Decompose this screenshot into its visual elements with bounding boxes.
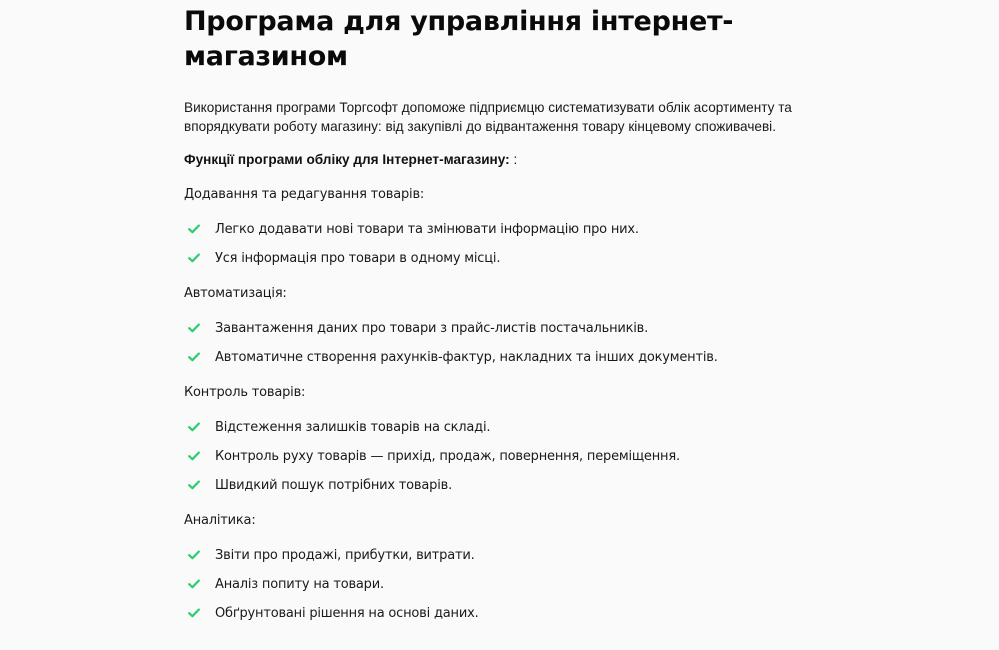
check-icon (188, 323, 200, 333)
section-label: Аналітика: (184, 513, 256, 528)
section-adding-editing (184, 185, 824, 268)
list-item (184, 319, 824, 338)
check-icon (188, 224, 200, 234)
list-item-text: Звіти про продажі, прибутки, витрати. (215, 548, 475, 563)
list-item (184, 220, 824, 239)
list-item-text: Автоматичне створення рахунків-фактур, накладних та інших документів. (215, 350, 718, 365)
feature-list (184, 319, 824, 367)
check-icon (188, 352, 200, 362)
list-item-text: Обґрунтовані рішення на основі даних. (215, 606, 479, 621)
check-icon (188, 579, 200, 589)
list-item (184, 418, 824, 437)
list-item-text: Легко додавати нові товари та змінювати інформацію про них. (215, 222, 639, 237)
check-icon (188, 480, 200, 490)
check-icon (188, 608, 200, 618)
check-icon (188, 422, 200, 432)
section-automation (184, 284, 824, 367)
functions-heading-suffix: : (509, 152, 518, 167)
list-item-text: Аналіз попиту на товари. (215, 577, 384, 592)
article-content (184, 0, 824, 623)
feature-list (184, 418, 824, 495)
list-item (184, 575, 824, 594)
feature-list (184, 546, 824, 623)
list-item (184, 546, 824, 565)
check-icon (188, 451, 200, 461)
list-item (184, 604, 824, 623)
check-icon (188, 253, 200, 263)
list-item-text: Уся інформація про товари в одному місці. (215, 251, 501, 266)
list-item-text: Контроль руху товарів — прихід, продаж, повернення, переміщення. (215, 449, 680, 464)
functions-heading (184, 150, 824, 169)
check-icon (188, 550, 200, 560)
page-title: Програма для управління інтернет-магазином (184, 6, 734, 72)
list-item (184, 476, 824, 495)
list-item-text: Відстеження залишків товарів на складі. (215, 420, 491, 435)
section-label: Додавання та редагування товарів: (184, 187, 425, 202)
feature-list (184, 220, 824, 268)
list-item (184, 348, 824, 367)
section-analytics (184, 511, 824, 623)
section-inventory-control (184, 383, 824, 495)
section-label: Автоматизація: (184, 286, 287, 301)
list-item-text: Завантаження даних про товари з прайс-листів постачальників. (215, 321, 649, 336)
list-item (184, 447, 824, 466)
list-item (184, 249, 824, 268)
section-label: Контроль товарів: (184, 385, 306, 400)
intro-paragraph: Використання програми Торгсофт допоможе підприємцю систематизувати облік асортименту та впорядкувати роботу магазину: від закупівлі до відвантаження товару кінцевому споживачеві. (184, 100, 792, 134)
functions-heading-bold: Функції програми обліку для Інтернет-магазину: (184, 152, 510, 167)
list-item-text: Швидкий пошук потрібних товарів. (215, 478, 453, 493)
